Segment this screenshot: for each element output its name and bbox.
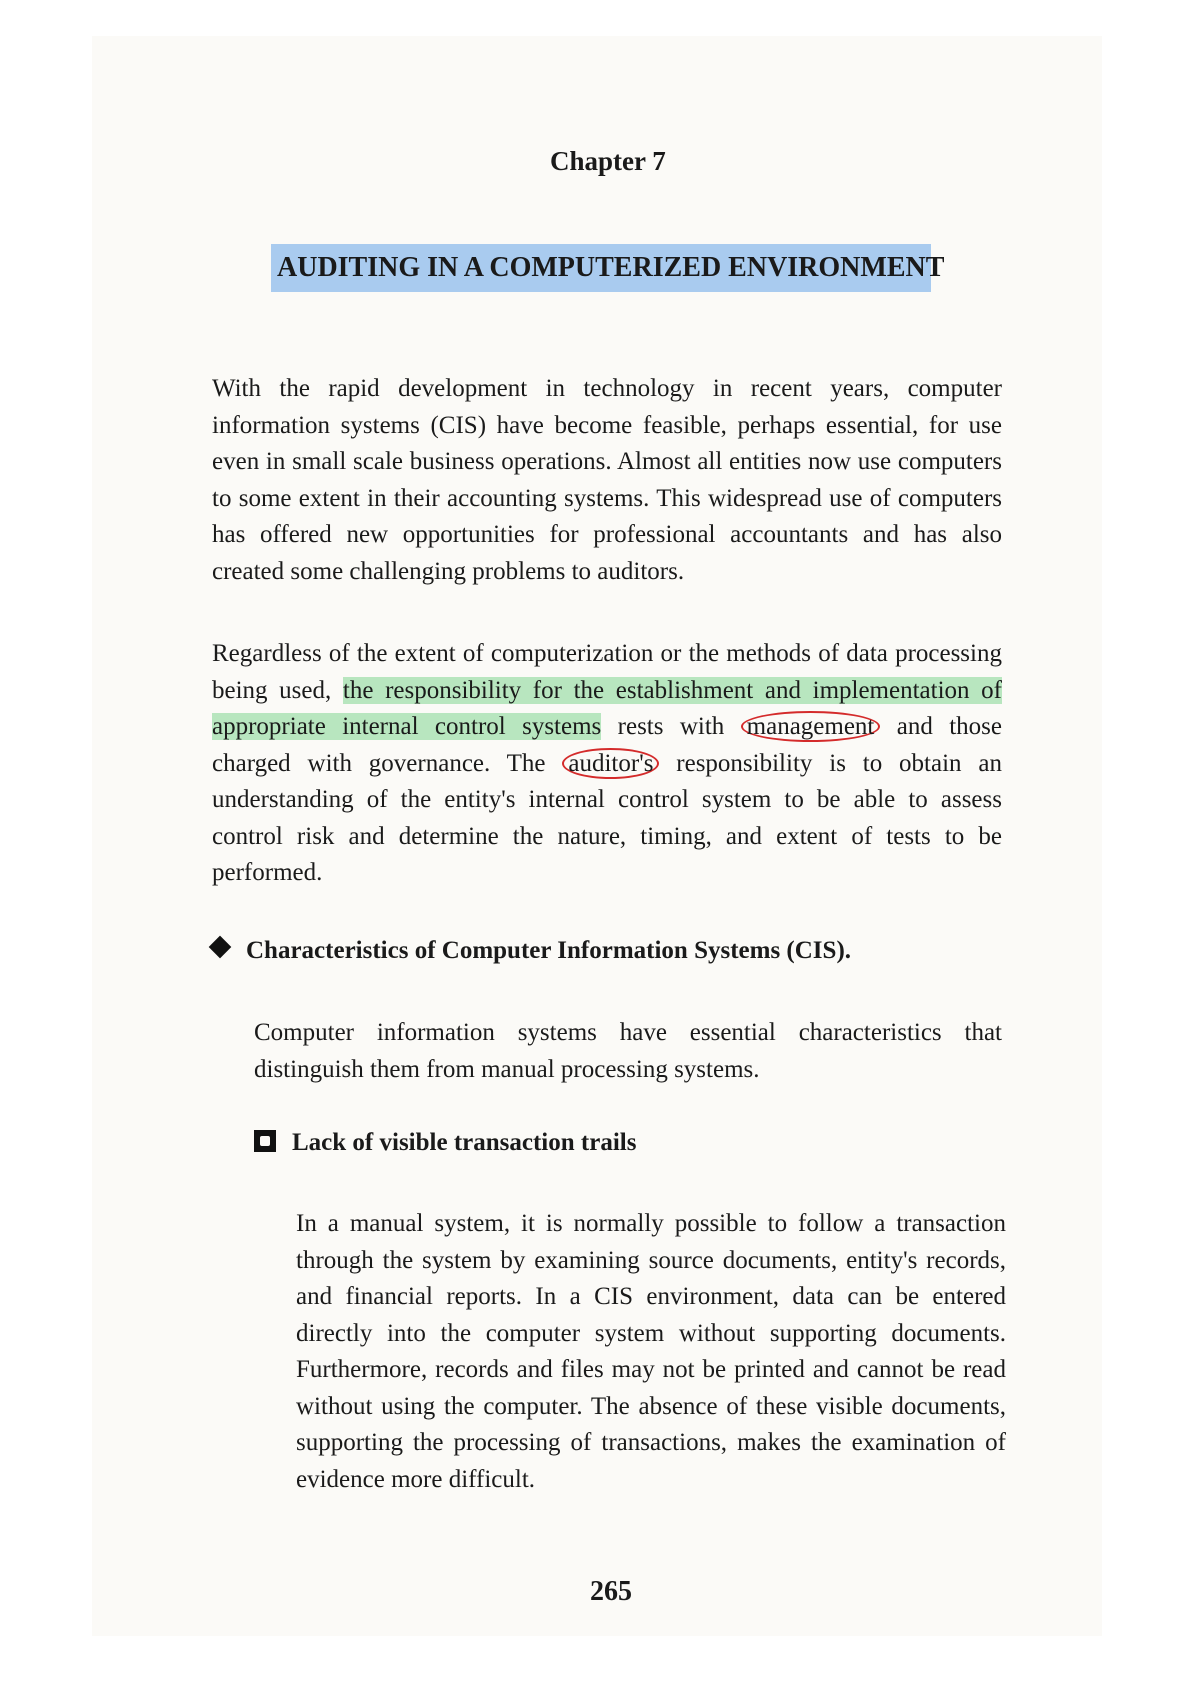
paragraph-responsibility-rests: rests with (601, 713, 741, 740)
subsection-heading-trails (254, 1129, 636, 1157)
paragraph-transaction-trails: In a manual system, it is normally possible to follow a transaction through the system by examining source documents, entity's records, and financial reports. In a CIS environment, data can be entered directly into the computer system without supporting documents. Furthermore, records and files may not be printed and cannot be read without using the computer. The absence of these visible documents, supporting the processing of transactions, makes the examination of evidence more difficult. (296, 1210, 1006, 1493)
circled-word-management: management (741, 711, 881, 742)
subsection-heading-trails-text: Lack of visible transaction trails (292, 1129, 637, 1156)
square-bullet-icon (254, 1130, 276, 1152)
page-number: 265 (590, 1576, 632, 1607)
chapter-label: Chapter 7 (550, 146, 666, 176)
paragraph-responsibility-middle: and those charged with governance. The (212, 713, 1002, 777)
paragraph-cis-characteristics: Computer information systems have essential characteristics that distinguish them from manual processing systems. (254, 1019, 1002, 1083)
circled-word-auditors: auditor's (562, 748, 659, 779)
section-heading-cis (212, 937, 851, 965)
green-highlighted-text: the responsibility for the establishment and implementation of appropriate internal control systems (212, 676, 1002, 740)
paragraph-responsibility-intro: Regardless of the extent of computerization or the methods of data processing being used, (212, 640, 1002, 704)
chapter-title: AUDITING IN A COMPUTERIZED ENVIRONMENT (271, 244, 931, 292)
section-heading-cis-text: Characteristics of Computer Information Systems (CIS). (246, 937, 852, 964)
paragraph-responsibility (212, 636, 1002, 892)
diamond-bullet-icon (209, 936, 232, 959)
paragraph-intro: With the rapid development in technology in recent years, computer information systems (CIS) have become feasible, perhaps essential, for use even in small scale business operations. Almost all entities now use computers to some extent in their accounting systems. This widespread use of computers has offered new opportunities for professional accountants and has also created some challenging problems to auditors. (212, 375, 1002, 585)
paragraph-responsibility-end: responsibility is to obtain an understanding of the entity's internal control system to be able to assess control risk and determine the nature, timing, and extent of tests to be performed. (212, 749, 1002, 886)
